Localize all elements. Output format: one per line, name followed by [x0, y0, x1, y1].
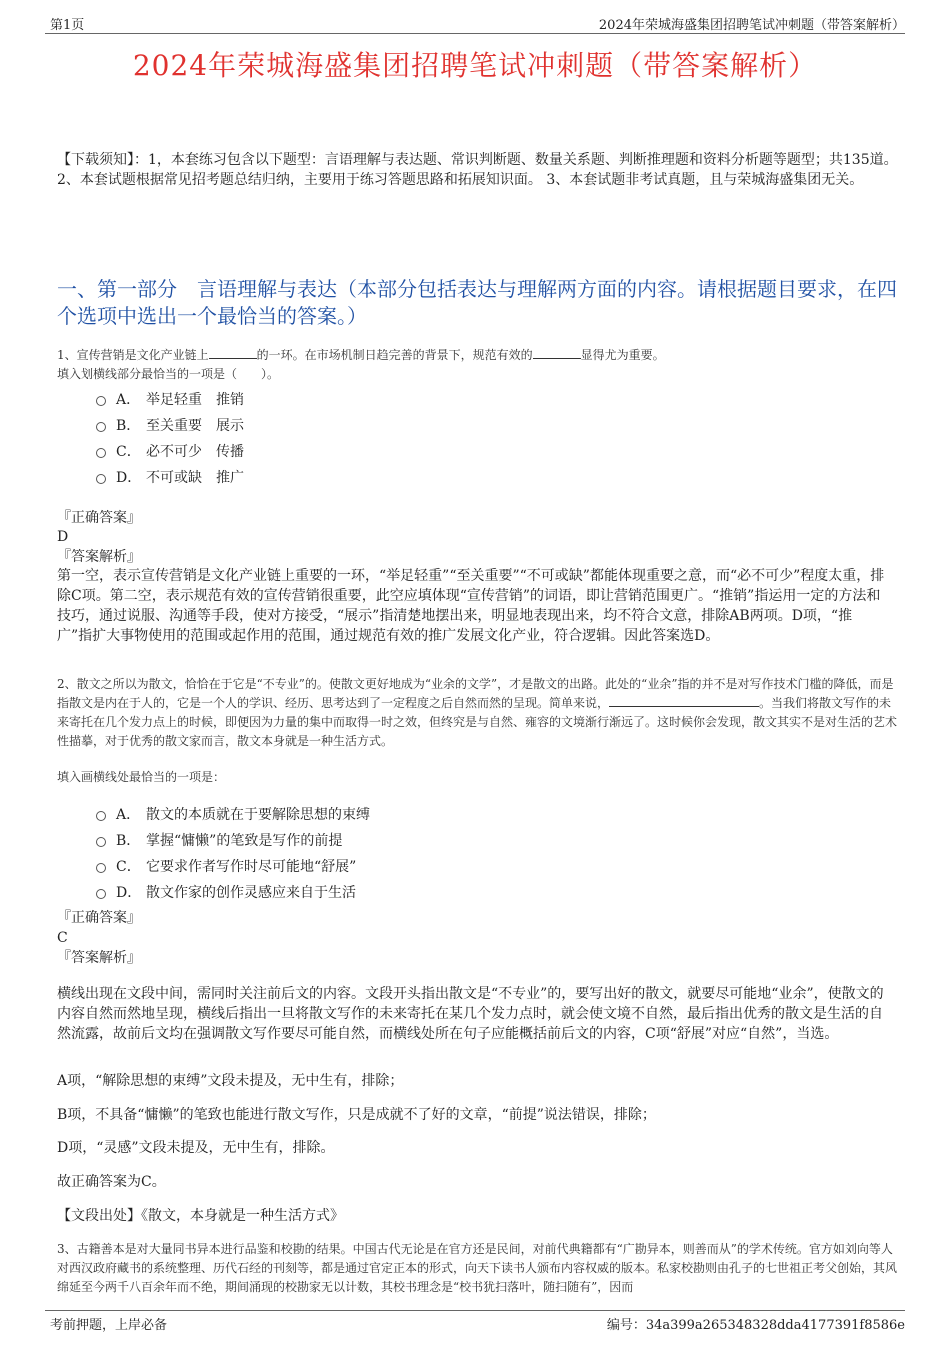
- radio-icon[interactable]: [96, 811, 106, 821]
- header-doc-title: 2024年荣城海盛集团招聘笔试冲刺题（带答案解析）: [598, 18, 905, 33]
- header-divider: [45, 33, 905, 34]
- radio-icon[interactable]: [96, 396, 106, 406]
- download-notice: 【下载须知】：1，本套练习包含以下题型：言语理解与表达题、常识判断题、数量关系题、判断推理题和资料分析题等题型；共135道。 2、本套试题根据常见招考题总结归纳，主要用于练习答题思路和拓展知识面。 3、本套试题非考试真题，且与荣城海盛集团无关。: [57, 152, 898, 188]
- q2-option-d[interactable]: D． 散文作家的创作灵感应来自于生活: [96, 879, 370, 905]
- page-number: 第1页: [50, 18, 85, 33]
- q2-option-b[interactable]: B． 掌握“慵懒”的笔致是写作的前提: [96, 827, 370, 853]
- q1-blank-2: [533, 346, 581, 359]
- q2-prompt: 填入画横线处最恰当的一项是：: [57, 770, 226, 784]
- q2-option-a[interactable]: A． 散文的本质就在于要解除思想的束缚: [96, 801, 370, 827]
- q2-answer: C: [57, 930, 68, 946]
- q1-option-b[interactable]: B． 至关重要 展示: [96, 412, 244, 438]
- q1-answer: D: [57, 529, 69, 545]
- q1-analysis: 第一空，表示宣传营销是文化产业链上重要的一环，“举足轻重”“至关重要”“不可或缺”都能体现重要之意，而“必不可少”程度太重，排除C项。第二空，表示规范有效的宣传营销很重要，此空应填体现“宣传营销”的词语，即让营销范围更广。“推销”指运用一定的方法和技巧，通过说服、沟通等手段，使对方接受，“展示”指清楚地摆出来，明显地表现出来，均不符合文意，排除AB两项。D项，“推广”指扩大事物使用的范围或起作用的范围，通过规范有效的推广发展文化产业，符合逻辑。因此答案选D。: [57, 568, 885, 644]
- q2-note-d: D项，“灵感”文段未提及，无中生有，排除。: [57, 1140, 335, 1156]
- q2-conclusion: 故正确答案为C。: [57, 1174, 166, 1190]
- footer-divider: [45, 1310, 905, 1311]
- radio-icon[interactable]: [96, 422, 106, 432]
- q1-answer-label: 『正确答案』: [57, 510, 141, 526]
- q2-option-c[interactable]: C． 它要求作者写作时尽可能地“舒展”: [96, 853, 370, 879]
- footer-slogan: 考前押题，上岸必备: [50, 1318, 168, 1333]
- q1-options: [96, 386, 244, 490]
- q2-stem: 2、散文之所以为散文，恰恰在于它是“不专业”的。使散文更好地成为“业余的文学”，才是散文的出路。此处的“业余”指的并不是对写作技术门槛的降低，而是指散文是内在于人的，它是一个人的学识、经历、思考达到了一定程度之后自然而然的呈现。简单来说， 。当我们将散文写作的未来寄托在几个发力点上的时候，即便因为力量的集中而取得一时之效，但终究是与自然、雍容的文境渐行渐远了。这时候你会发现，散文其实不是对生活的艺术性描摹，对于优秀的散文家而言，散文本身就是一种生活方式。: [57, 677, 898, 748]
- q1-option-d[interactable]: D． 不可或缺 推广: [96, 464, 244, 490]
- q2-source: 【文段出处】《散文，本身就是一种生活方式》: [57, 1208, 344, 1224]
- radio-icon[interactable]: [96, 448, 106, 458]
- q1-stem: 1、宣传营销是文化产业链上 的一环。在市场机制日趋完善的背景下，规范有效的 显得尤为重要。 填入划横线部分最恰当的一项是（ ）。: [57, 348, 665, 381]
- q3-stem: 3、古籍善本是对大量同书异本进行品鉴和校勘的结果。中国古代无论是在官方还是民间，对前代典籍都有“广勘异本，则善而从”的学术传统。官方如刘向等人对西汉政府藏书的系统整理、历代石经的刊刻等，都是通过官定正本的形式，向天下读书人颁布内容权威的版本。私家校勘则由孔子的七世祖正考父创始，其风绵延至今两千八百余年而不绝，期间涌现的校勘家无以计数，其校书理念是“校书犹扫落叶，随扫随有”，因而: [57, 1242, 898, 1294]
- q2-answer-label: 『正确答案』: [57, 910, 141, 926]
- radio-icon[interactable]: [96, 863, 106, 873]
- page-title: 2024年荣城海盛集团招聘笔试冲刺题（带答案解析）: [132, 49, 818, 82]
- radio-icon[interactable]: [96, 889, 106, 899]
- q1-blank-1: [209, 346, 257, 359]
- section-heading: 一、第一部分 言语理解与表达（本部分包括表达与理解两方面的内容。请根据题目要求，在四个选项中选出一个最恰当的答案。）: [57, 277, 897, 328]
- q2-note-a: A项，“解除思想的束缚”文段未提及，无中生有，排除；: [57, 1073, 404, 1089]
- footer-code: 编号：34a399a265348328dda4177391f8586e: [606, 1318, 905, 1333]
- q1-option-c[interactable]: C． 必不可少 传播: [96, 438, 244, 464]
- q2-analysis-label: 『答案解析』: [57, 950, 141, 966]
- q2-blank: [609, 694, 759, 707]
- q2-analysis: 横线出现在文段中间，需同时关注前后文的内容。文段开头指出散文是“不专业”的，要写出好的散文，就要尽可能地“业余”，使散文的内容自然而然地呈现，横线后指出一旦将散文写作的未来寄托在某几个发力点时，就会使文境不自然，最后指出优秀的散文是生活的自然流露，故前后文均在强调散文写作要尽可能自然，而横线处所在句子应能概括前后文的内容，C项“舒展”对应“自然”，当选。: [57, 986, 884, 1042]
- radio-icon[interactable]: [96, 474, 106, 484]
- q2-note-b: B项，不具备“慵懒”的笔致也能进行散文写作，只是成就不了好的文章，“前提”说法错误，排除；: [57, 1107, 656, 1123]
- q2-options: [96, 801, 370, 905]
- radio-icon[interactable]: [96, 837, 106, 847]
- q1-analysis-label: 『答案解析』: [57, 549, 141, 565]
- q1-option-a[interactable]: A． 举足轻重 推销: [96, 386, 244, 412]
- q1-prompt: 填入划横线部分最恰当的一项是（ ）。: [57, 367, 280, 381]
